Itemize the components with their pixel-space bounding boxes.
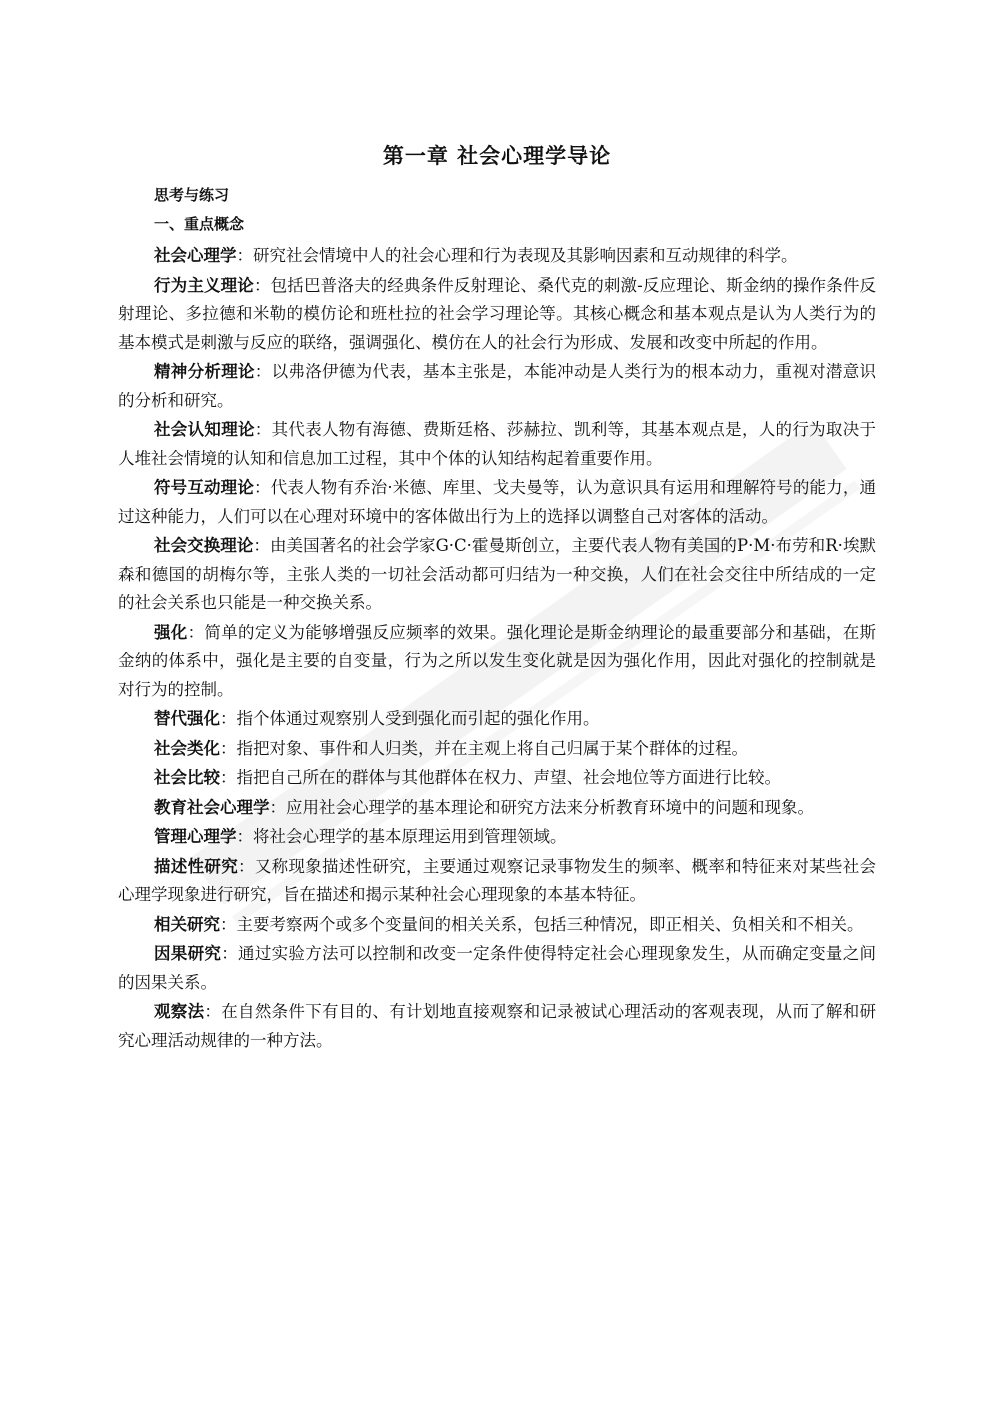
concept-entry [118,998,876,1055]
concept-term: 管理心理学 [154,827,237,846]
colon: ： [220,914,237,934]
concept-term: 观察法 [154,1002,205,1021]
colon: ： [220,709,237,728]
concept-definition: 通过实验方法可以控制和改变一定条件使得特定社会心理现象发生，从而确定变量之间的因果关系。 [118,944,877,992]
colon: ： [253,275,271,295]
concept-definition: 由美国著名的社会学家G·C·霍曼斯创立，主要代表人物有美国的P·M·布劳和R·埃默森和德国的胡梅尔等，主张人类的一切社会活动都可归结为一种交换，人们在社会交往中所结成的一定的社会关系也只能是一种交换关系。 [118,536,877,612]
concept-definition: 指把对象、事件和人归类，并在主观上将自己归属于某个群体的过程。 [236,738,748,758]
concept-term: 因果研究 [154,944,222,963]
colon: ： [220,768,237,787]
concept-entry [118,764,876,793]
concept-term: 教育社会心理学 [154,797,270,817]
concept-entry [118,272,876,358]
chapter-title: 第一章 社会心理学导论 [382,144,612,168]
concept-term: 强化 [154,622,188,642]
concept-entry [118,242,876,271]
concept-term: 描述性研究 [154,856,238,876]
colon: ： [254,362,272,381]
concept-term: 符号互动理论 [154,478,255,497]
concept-entry [118,735,876,764]
concept-definition: 将社会心理学的基本原理运用到管理领域。 [253,827,567,846]
concept-entry [118,705,876,734]
colon: ： [238,856,255,876]
concept-definition: 指个体通过观察别人受到强化而引起的强化作用。 [236,709,600,728]
subsection-heading: 一、重点概念 [154,215,245,233]
concept-entry [118,358,876,415]
concept-definition: 简单的定义为能够增强反应频率的效果。强化理论是斯金纳理论的最重要部分和基础，在斯金纳的体系中，强化是主要的自变量，行为之所以发生变化就是因为强化作用，因此对强化的控制就是对行为的控制。 [118,622,877,699]
concept-definition: 主要考察两个或多个变量间的相关关系，包括三种情况，即正相关、负相关和不相关。 [236,914,864,934]
document-body [118,140,876,1056]
concept-definition: 代表人物有乔治·米德、库里、戈夫曼等，认为意识具有运用和理解符号的能力，通过这种能力，人们可以在心理对环境中的客体做出行为上的选择以调整自己对客体的活动。 [118,478,877,526]
colon: ： [254,420,272,439]
concept-term: 社会类化 [154,738,220,758]
colon: ： [253,536,270,555]
colon: ： [236,827,253,846]
concept-definition: 又称现象描述性研究，主要通过观察记录事物发生的频率、概率和特征来对某些社会心理学现象进行研究，旨在描述和揭示某种社会心理现象的本基本特征。 [118,856,877,904]
concept-entry [118,823,876,852]
colon: ： [187,622,205,642]
concept-entry [118,911,876,940]
concept-term: 替代强化 [154,709,220,728]
concept-entry [118,619,876,705]
concept-definition: 以弗洛伊德为代表，基本主张是，本能冲动是人类行为的根本动力，重视对潜意识的分析和研究。 [118,362,877,410]
concept-definition: 在自然条件下有目的、有计划地直接观察和记录被试心理活动的客观表现，从而了解和研究心理活动规律的一种方法。 [118,1002,877,1050]
colon: ： [220,738,237,758]
concept-list [118,242,876,1055]
concept-entry [118,853,876,910]
concept-entry [118,940,876,997]
colon: ： [269,797,286,817]
concept-term: 行为主义理论 [154,275,254,295]
concept-term: 相关研究 [154,914,220,934]
concept-term: 社会交换理论 [154,536,254,555]
concept-definition: 其代表人物有海德、费斯廷格、莎赫拉、凯利等，其基本观点是，人的行为取决于人堆社会情境的认知和信息加工过程，其中个体的认知结构起着重要作用。 [118,420,877,468]
concept-definition: 研究社会情境中人的社会心理和行为表现及其影响因素和互动规律的科学。 [253,246,798,265]
concept-term: 精神分析理论 [154,362,255,381]
concept-term: 社会心理学 [154,246,237,265]
colon: ： [236,246,253,265]
concept-term: 社会认知理论 [154,420,255,439]
concept-definition: 指把自己所在的群体与其他群体在权力、声望、社会地位等方面进行比较。 [236,768,781,787]
section-heading: 思考与练习 [154,186,230,204]
concept-entry [118,474,876,531]
colon: ： [254,478,271,497]
colon: ： [221,944,239,963]
concept-definition: 包括巴普洛夫的经典条件反射理论、桑代克的刺激-反应理论、斯金纳的操作条件反射理论、多拉德和米勒的模仿论和班杜拉的社会学习理论等。其核心概念和基本观点是认为人类行为的基本模式是刺激与反应的联络，强调强化、模仿在人的社会行为形成、发展和改变中所起的作用。 [118,275,877,352]
concept-term: 社会比较 [154,768,220,787]
concept-definition: 应用社会心理学的基本理论和研究方法来分析教育环境中的问题和现象。 [286,797,814,817]
concept-entry [118,416,876,473]
concept-entry [118,532,876,618]
concept-entry [118,794,876,823]
colon: ： [204,1002,222,1021]
